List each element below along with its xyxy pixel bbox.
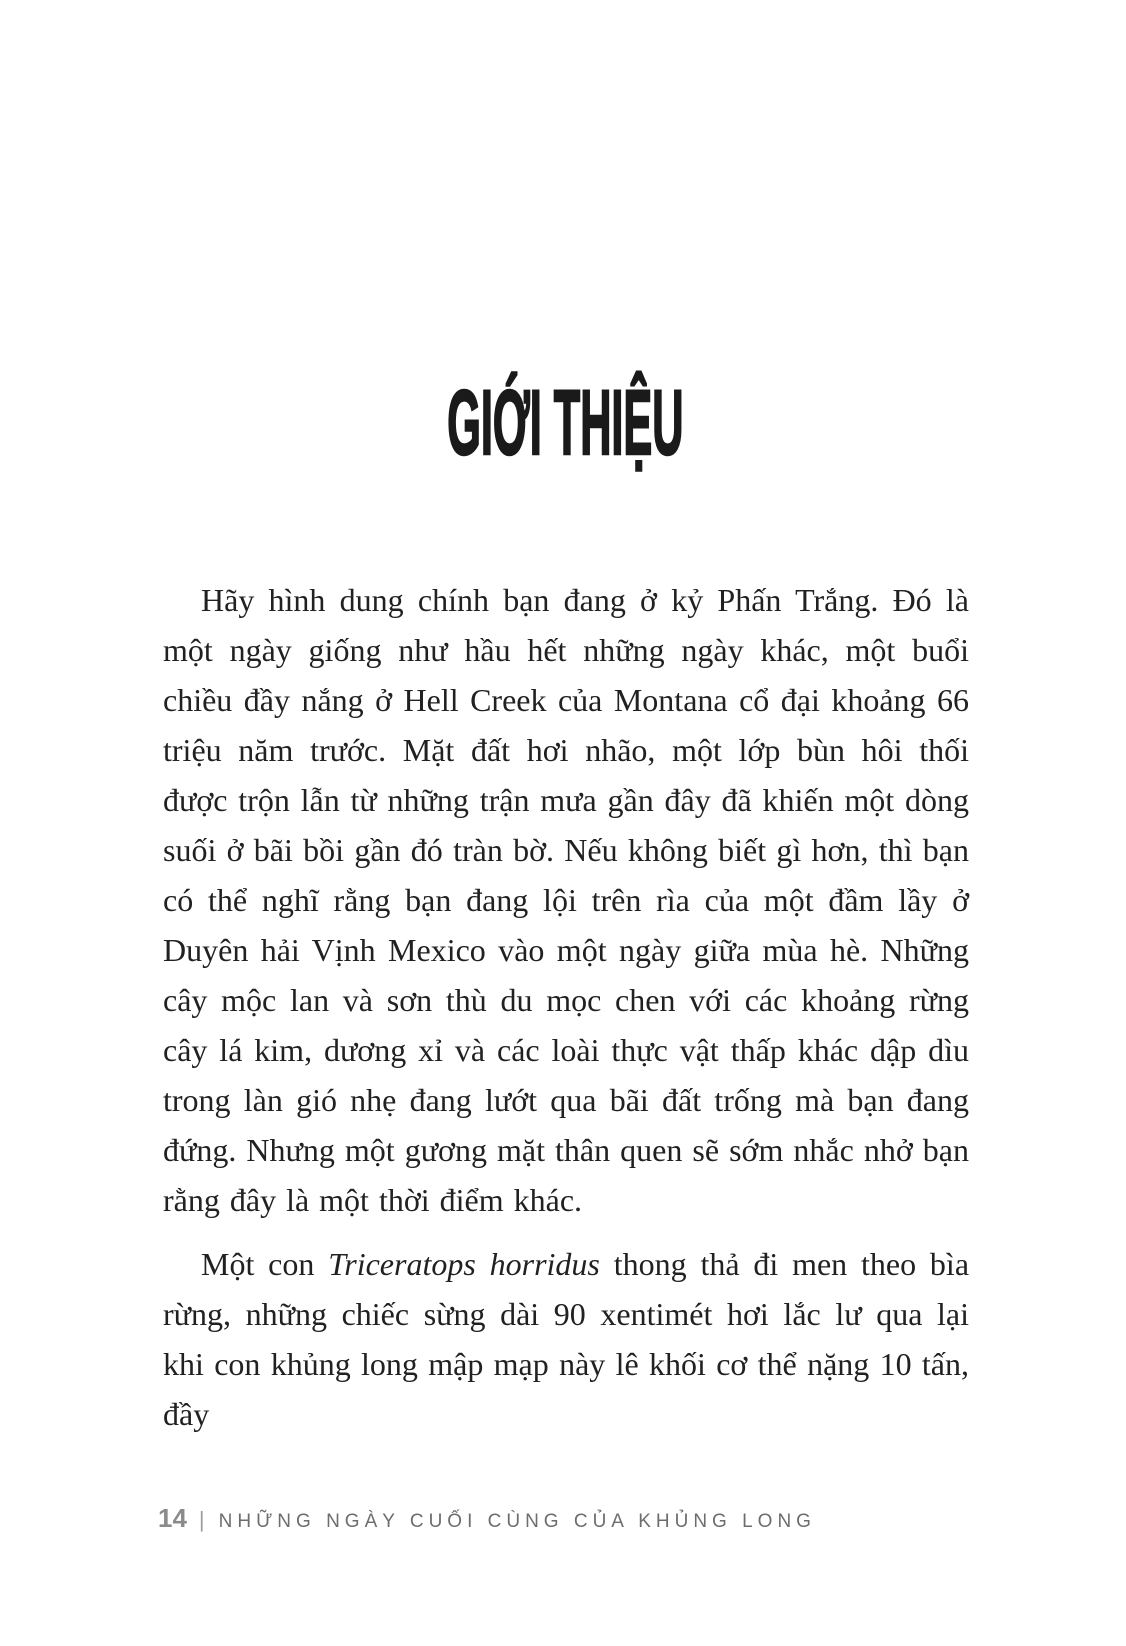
body-text: [163, 575, 969, 1439]
page-number: 14: [158, 1503, 187, 1533]
paragraph-segment: Một con: [201, 1246, 329, 1282]
paragraph: [163, 1239, 969, 1439]
paragraph-segment: Hãy hình dung chính bạn đang ở kỷ Phấn Trắng. Đó là một ngày giống như hầu hết những ngày khác, một buổi chiều đầy nắng ở Hell Creek của Montana cổ đại khoảng 66 triệu năm trước. Mặt đất hơi nhão, một lớp bùn hôi thối được trộn lẫn từ những trận mưa gần đây đã khiến một dòng suối ở bãi bồi gần đó tràn bờ. Nếu không biết gì hơn, thì bạn có thể nghĩ rằng bạn đang lội trên rìa của một đầm lầy ở Duyên hải Vịnh Mexico vào một ngày giữa mùa hè. Những cây mộc lan và sơn thù du mọc chen với các khoảng rừng cây lá kim, dương xỉ và các loài thực vật thấp khác dập dìu trong làn gió nhẹ đang lướt qua bãi đất trống mà bạn đang đứng. Nhưng một gương mặt thân quen sẽ sớm nhắc nhở bạn rằng đây là một thời điểm khác.: [163, 582, 969, 1218]
page-footer: [158, 1503, 816, 1534]
chapter-title-text: GIỚI THIỆU: [447, 372, 684, 475]
chapter-title: [163, 373, 968, 483]
paragraph-segment: thong thả đi men theo bìa rừng, những chiếc sừng dài 90 xentimét hơi lắc lư qua lại khi con khủng long mập mạp này lê khối cơ thể nặng 10 tấn, đầy: [163, 1246, 970, 1432]
paragraph: [163, 575, 969, 1225]
footer-separator: |: [198, 1507, 205, 1532]
species-name-italic: Triceratops horridus: [328, 1246, 600, 1282]
footer-book-title: NHỮNG NGÀY CUỐI CÙNG CỦA KHỦNG LONG: [218, 1511, 816, 1532]
